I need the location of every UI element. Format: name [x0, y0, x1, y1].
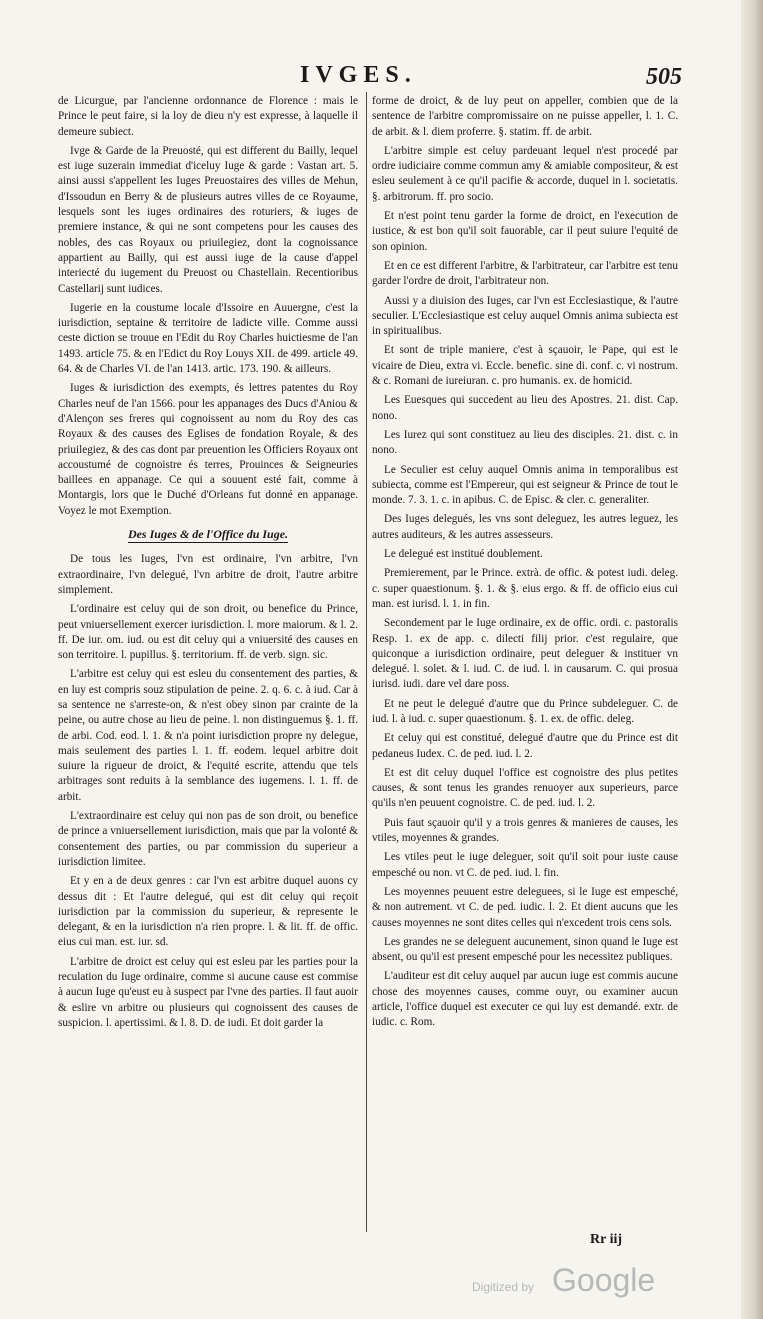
paragraph: L'arbitre est celuy qui est esleu du consentement des parties, & en luy est compris souz stipulation de peine. 2. q. 6. c. à iud. Car à sa sentence ne s'arreste-on, & n'est obey sinon par crainte de la peine, ou autre chose au lieu de peine. l. non distinguemus §. 1. ff. de arbi. Cod. eod. l. 1. & n'a point iurisdiction propre ny delegue, mais seulement des parties l. 1. ff. eodem. lequel arbitre doit suiure la rigueur de droict, & l'equité escrite, attendu que tels arbitrages sont reduits à la semblance des iugemens. l. 1. ff. de arbit.: [58, 668, 358, 803]
paragraph: Et est dit celuy duquel l'office est cognoistre des plus petites causes, & sont tenus les grandes renuoyer aux superieurs, parce qu'ils n'en peuuent cognoistre. C. de ped. iud. l. 2.: [372, 766, 678, 810]
paragraph: de Licurgue, par l'ancienne ordonnance de Florence : mais le Prince le peut faire, si la loy de dieu n'y est expresse, à laquelle il demeure subiect.: [58, 95, 358, 138]
paragraph: L'ordinaire est celuy qui de son droit, ou benefice du Prince, peut vniuersellement exercer iurisdiction. l. more maiorum. & l. 2. ff. De iur. om. iud. ou est dit celuy qui a vniuersité des causes en son territoire. l. pupillus. §. territorium. ff. de verb. sign. sic.: [58, 603, 358, 662]
paragraph: L'arbitre simple est celuy pardeuant lequel n'est procedé par ordre iudiciaire comme commun amy & amiable compositeur, & est esleu seulement à ce qu'il pacifie & accorde, duquel in l. societatis. §. arbitrorum. ff. pro socio.: [372, 144, 678, 203]
paragraph: Secondement par le Iuge ordinaire, ex de offic. ordi. c. pastoralis Resp. 1. ex de app. c. dilecti filij prior. c'est regulaire, que quiconque a iurisdiction ordinaire, peut deleguer & instituer vn delegué. l. solet. & l. iud. C. de iud. l. in causarum. C. qui prosua iurisd. iudi. dare vel dare poss.: [372, 617, 678, 691]
paragraph: Les Iurez qui sont constituez au lieu des disciples. 21. dist. c. in nono.: [372, 428, 678, 457]
digitized-watermark: [472, 1262, 702, 1302]
paragraph: Les Euesques qui succedent au lieu des Apostres. 21. dist. Cap. nono.: [372, 394, 678, 422]
page-number: 505: [646, 64, 682, 90]
paragraph: Ivge & Garde de la Preuosté, qui est different du Bailly, lequel est iuge suzerain immediat d'iceluy Iuge & garde : Vastan art. 5. ainsi aussi s'appellent les Iuges Preuostaires des villes de Mehun, d'Issoudun en Berry & de plusieurs autres villes de ce Royaume, lesquels sont les iuges ordinaires des roturiers, & iuges de premiere instance, & qui ne sont competens pour les causes des nobles, des cas Royaux ou priuilegiez, dont la cognoissance appartient au Bailly, qui est aussi iuge de la cause d'appel interiecté du iugement du Preuost ou Chastellain. Recentioribus Castellarij sunt iudices.: [58, 144, 358, 295]
paragraph: Et sont de triple maniere, c'est à sçauoir, le Pape, qui est le vicaire de Dieu, extra vi. Eccle. benefic. sine di. conf. c. vi nostrum. & c. Romani de iureiuran. c. pro humanis. ex. de homicid.: [372, 344, 678, 388]
running-head: IVGES.: [300, 62, 417, 88]
left-column: [58, 94, 358, 1035]
paragraph: L'extraordinaire est celuy qui non pas de son droit, ou benefice de prince a vniuersellement iurisdiction, mais que par la volonté & consentement des parties, ou par commission du superieur a iurisdiction limitee.: [58, 810, 358, 868]
paragraph: Aussi y a diuision des Iuges, car l'vn est Ecclesiastique, & l'autre seculier. L'Ecclesiastique est celuy auquel Omnis anima subiecta est in spiritualibus.: [372, 294, 678, 338]
catchword: Rr iij: [590, 1232, 623, 1247]
paragraph: Les grandes ne se deleguent aucunement, sinon quand le Iuge est absent, ou qu'il est present empesché pour les necessitez publiques.: [372, 935, 678, 964]
paragraph: Et y en a de deux genres : car l'vn est arbitre duquel auons cy dessus dit : Et l'autre delegué, qui est dit celuy qui reçoit iurisdiction par la commission du superieur, & represente le delegant, & en la iurisdiction n'a rien propre. l. & lit. ff. de offic. eius cui man. est. iur. sd.: [58, 875, 358, 949]
paragraph: Iugerie en la coustume locale d'Issoire en Auuergne, c'est la iurisdiction, septaine & territoire de ladicte ville. Comme aussi ceste diction se trouue en l'Edit du Roy Charles huictiesme de l'an 1493. article 75. & en l'Edict du Roy Louys XII. de 499. article 49. 64. & de Charles VI. de l'an 1413. artic. 173. 190. & ailleurs.: [58, 301, 358, 376]
paragraph: Iuges & iurisdiction des exempts, és lettres patentes du Roy Charles neuf de l'an 1566. pour les appanages des Ducs d'Aniou & d'Alençon ses freres qui cognoissent au nom du Roy des cas Royaux & des causes des Eglises de fondation Royale, & des priuilegiez, & des cas dont par preuention les Officiers Royaux ont accoustumé de cognoistre és terres, Prouinces & Seigneuries baillees en appanage. Ce qui a souuent esté fait, comme à Montargis, lors que le Duché d'Orleans fut donné en appanage. Voyez le mot Exemption.: [58, 382, 358, 517]
paragraph: L'auditeur est dit celuy auquel par aucun iuge est commis aucune chose des moyennes causes, comme ouyr, ou examiner aucun article, l'office duquel est executer ce qui luy est demandé. extr. de iudic. c. Rom.: [372, 970, 678, 1029]
paragraph: Les moyennes peuuent estre deleguees, si le Iuge est empesché, & non autrement. vt C. de ped. iudic. l. 2. Et dient aucuns que les causes moyennes ne sont dites celles qui n'excedent trois cens sols.: [372, 885, 678, 929]
paragraph: Et ne peut le delegué d'autre que du Prince subdeleguer. C. de iud. l. à iud. c. super quaestionum. §. 1. ex. de offic. deleg.: [372, 697, 678, 725]
paragraph: Et n'est point tenu garder la forme de droict, en l'execution de iustice, & est bon qu'il soit fauorable, car il peut suiure l'equité de son opinion.: [372, 210, 678, 253]
paragraph: De tous les Iuges, l'vn est ordinaire, l'vn arbitre, l'vn extraordinaire, l'vn delegué, l'vn arbitre de droit, l'autre arbitre simplement.: [58, 553, 358, 596]
column-rule: [366, 92, 367, 1232]
paragraph: Et en ce est different l'arbitre, & l'arbitrateur, car l'arbitre est tenu garder l'ordre de droit, l'arbitrateur non.: [372, 259, 678, 288]
page-header: [0, 62, 763, 92]
page-gutter: [741, 0, 763, 1319]
section-title-text: Des Iuges & de l'Office du Iuge.: [127, 527, 289, 542]
paragraph: Premierement, par le Prince. extrà. de offic. & potest iudi. deleg. c. super quaestionum. §. 1. & §. eius ergo. & ff. de officio eius cui man. est iurisd. l. 1. in fin.: [372, 567, 678, 610]
section-title: [58, 527, 358, 542]
paragraph: Des Iuges delegués, les vns sont deleguez, les autres leguez, les autres auditeurs, & les autres assesseurs.: [372, 513, 678, 541]
paragraph: Le delegué est institué doublement.: [384, 548, 543, 561]
google-logo: Google: [552, 1262, 656, 1298]
paragraph: Et celuy qui est constitué, delegué d'autre que du Prince est dit pedaneus Iudex. C. de ped. iud. l. 2.: [372, 732, 678, 760]
paragraph: forme de droict, & de luy peut on appeller, combien que de la sentence de l'arbitre compromissaire on ne puisse appeller, l. 1. C. de arbit. & l. diem proferre. §. statim. ff. de arbit.: [372, 95, 678, 138]
paragraph: L'arbitre de droict est celuy qui est esleu par les parties pour la reculation du Iuge ordinaire, comme si aucune cause est commise à aucun Iuge qu'eust eu à suspect par l'vne des parties. Il faut auoir & eslire vn arbitre ou plusieurs qui cognoissent des causes de suspicion. l. apertissimi. & l. 8. D. de iudi. Et doit garder la: [58, 955, 358, 1029]
paragraph: Le Seculier est celuy auquel Omnis anima in temporalibus est subiecta, comme est l'Empereur, qui est seigneur & Prince de tout le monde. 7. 3. 1. c. in apibus. C. de Episc. & cler. c. generaliter.: [372, 463, 678, 507]
digitized-by-text: Digitized by: [472, 1280, 535, 1294]
paragraph: Puis faut sçauoir qu'il y a trois genres & manieres de causes, les vtiles, moyennes & grandes.: [372, 816, 678, 845]
paragraph: Les vtiles peut le iuge deleguer, soit qu'il soit pour iuste cause empesché ou non. vt C. de ped. iud. l. fin.: [372, 851, 678, 879]
right-column: [372, 94, 678, 1035]
